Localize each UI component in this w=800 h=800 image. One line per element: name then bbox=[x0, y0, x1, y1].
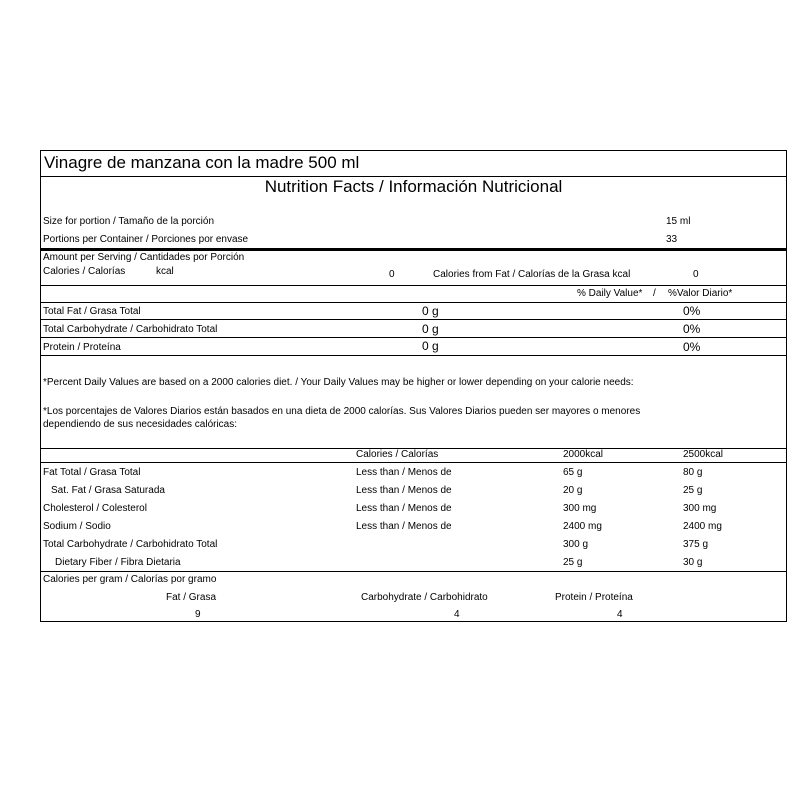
ref-row-qualifier: Less than / Menos de bbox=[356, 485, 452, 496]
serving-size-label: Size for portion / Tamaño de la porción bbox=[43, 216, 215, 227]
dv-header-separator: / bbox=[653, 288, 656, 299]
divider bbox=[41, 355, 786, 356]
divider bbox=[41, 337, 786, 338]
ref-row-name: Sat. Fat / Grasa Saturada bbox=[51, 485, 165, 496]
nutrient-amount: 0 g bbox=[422, 322, 439, 336]
ref-row-name: Cholesterol / Colesterol bbox=[43, 503, 147, 514]
serving-size-value: 15 ml bbox=[666, 216, 691, 227]
calories-unit: kcal bbox=[156, 266, 174, 277]
ref-row-2500: 2400 mg bbox=[683, 521, 722, 532]
ref-row-2000: 300 mg bbox=[563, 503, 597, 514]
thick-divider bbox=[41, 248, 786, 251]
ref-row-qualifier: Less than / Menos de bbox=[356, 503, 452, 514]
ref-row-2500: 375 g bbox=[683, 539, 709, 550]
divider bbox=[41, 285, 786, 286]
cpg-protein-name: Protein / Proteína bbox=[555, 592, 633, 603]
ref-header-2500: 2500kcal bbox=[683, 449, 724, 460]
nutrient-name: Total Carbohydrate / Carbohidrato Total bbox=[43, 324, 218, 335]
ref-row-qualifier: Less than / Menos de bbox=[356, 521, 452, 532]
ref-row-2500: 30 g bbox=[683, 557, 703, 568]
divider bbox=[41, 302, 786, 303]
ref-row-2500: 80 g bbox=[683, 467, 703, 478]
cpg-carb-name: Carbohydrate / Carbohidrato bbox=[361, 592, 488, 603]
footnote-es-line2: dependiendo de sus necesidades calóricas: bbox=[43, 419, 238, 430]
ref-row-2500: 300 mg bbox=[683, 503, 717, 514]
calories-per-gram-label: Calories per gram / Calorías por gramo bbox=[43, 574, 217, 585]
calories-value: 0 bbox=[389, 269, 395, 280]
calories-label: Calories / Calorías bbox=[43, 266, 126, 277]
amount-header: Amount per Serving / Cantidades por Porción bbox=[43, 252, 245, 263]
divider bbox=[41, 319, 786, 320]
ref-header-2000: 2000kcal bbox=[563, 449, 604, 460]
cpg-fat-value: 9 bbox=[195, 609, 201, 620]
dv-header-right: %Valor Diario* bbox=[668, 288, 733, 299]
nutrition-heading: Nutrition Facts / Información Nutricional bbox=[264, 177, 563, 196]
fat-calories-label: Calories from Fat / Calorías de la Grasa kcal bbox=[433, 269, 631, 280]
cpg-carb-value: 4 bbox=[454, 609, 460, 620]
footnote-es-line1: *Los porcentajes de Valores Diarios están basados en una dieta de 2000 calorías. Sus Valores Diarios pueden ser mayores o menores bbox=[43, 406, 641, 417]
divider bbox=[41, 462, 786, 463]
nutrient-dv: 0% bbox=[683, 322, 701, 336]
ref-header-calories: Calories / Calorías bbox=[356, 449, 439, 460]
ref-row-name: Sodium / Sodio bbox=[43, 521, 111, 532]
ref-row-name: Dietary Fiber / Fibra Dietaria bbox=[55, 557, 181, 568]
dv-header-left: % Daily Value* bbox=[577, 288, 643, 299]
ref-row-2000: 20 g bbox=[563, 485, 583, 496]
ref-row-2000: 25 g bbox=[563, 557, 583, 568]
ref-row-2000: 300 g bbox=[563, 539, 589, 550]
fat-calories-value: 0 bbox=[693, 269, 699, 280]
ref-row-name: Fat Total / Grasa Total bbox=[43, 467, 141, 478]
footnote-en: *Percent Daily Values are based on a 2000 calories diet. / Your Daily Values may be higher or lower depending on your calorie needs: bbox=[43, 377, 634, 388]
cpg-fat-name: Fat / Grasa bbox=[166, 592, 217, 603]
nutrient-amount: 0 g bbox=[422, 304, 439, 318]
nutrition-label bbox=[40, 150, 787, 622]
portions-label: Portions per Container / Porciones por envase bbox=[43, 234, 249, 245]
ref-row-2000: 2400 mg bbox=[563, 521, 602, 532]
portions-value: 33 bbox=[666, 234, 678, 245]
ref-row-qualifier: Less than / Menos de bbox=[356, 467, 452, 478]
cpg-protein-value: 4 bbox=[617, 609, 623, 620]
nutrient-name: Protein / Proteína bbox=[43, 342, 121, 353]
nutrient-dv: 0% bbox=[683, 340, 701, 354]
ref-row-2500: 25 g bbox=[683, 485, 703, 496]
ref-row-2000: 65 g bbox=[563, 467, 583, 478]
nutrient-dv: 0% bbox=[683, 304, 701, 318]
nutrient-amount: 0 g bbox=[422, 339, 439, 353]
ref-row-name: Total Carbohydrate / Carbohidrato Total bbox=[43, 539, 218, 550]
nutrient-name: Total Fat / Grasa Total bbox=[43, 306, 141, 317]
divider bbox=[41, 571, 786, 572]
product-name: Vinagre de manzana con la madre 500 ml bbox=[44, 153, 360, 172]
